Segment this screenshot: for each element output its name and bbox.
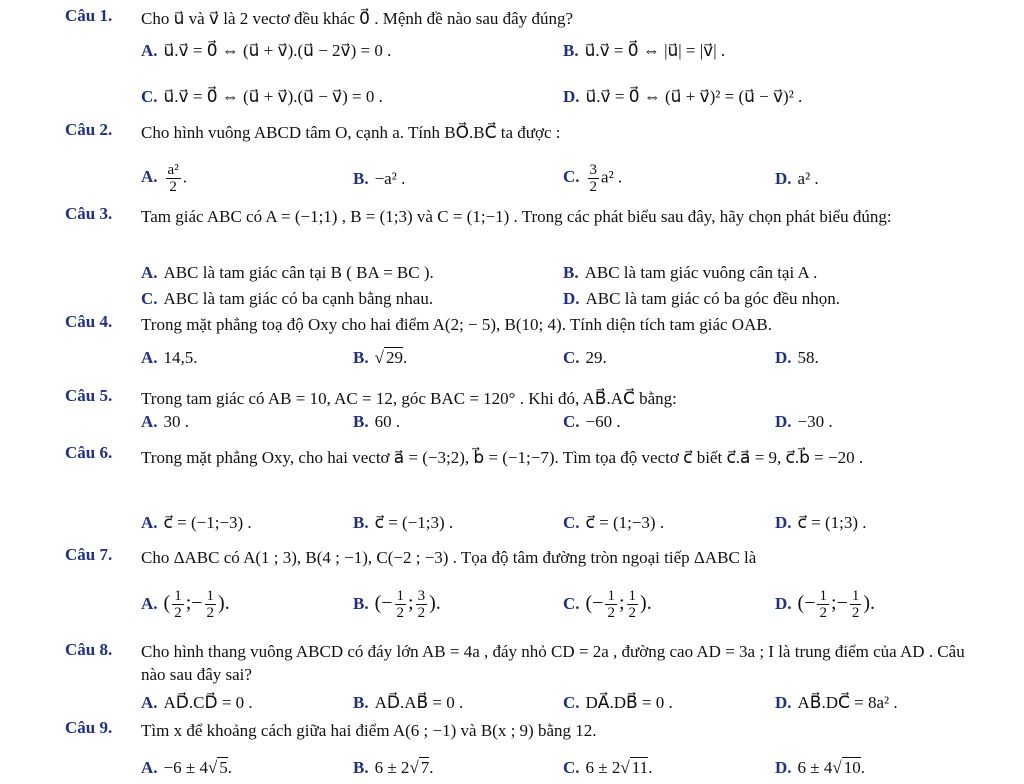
question-text: Cho u⃗ và v⃗ là 2 vectơ đều khác 0⃗ . Mệnh đề nào sau đây đúng? bbox=[141, 9, 573, 28]
option-8d: D. AB⃗.DC⃗ = 8a² . bbox=[775, 693, 898, 712]
option-6c: C. c⃗ = (1;−3) . bbox=[563, 513, 665, 532]
question-text: Cho ΔABC có A(1 ; 3), B(4 ; −1), C(−2 ; −3) . Tọa độ tâm đường tròn ngoại tiếp ΔABC là bbox=[141, 548, 757, 567]
option-1a: A. u⃗.v⃗ = 0⃗ ⇔ (u⃗ + v⃗).(u⃗ − 2v⃗) = 0 . bbox=[141, 41, 392, 60]
option-2b: B. −a² . bbox=[353, 169, 406, 188]
option-9a: A. −6 ± 4√ 5. bbox=[141, 758, 233, 777]
question-number: Câu 3. bbox=[65, 204, 113, 223]
question-text: Trong tam giác có AB = 10, AC = 12, góc BAC = 120° . Khi đó, AB⃗.AC⃗ bằng: bbox=[141, 389, 677, 408]
option-2d: D. a² . bbox=[775, 169, 819, 188]
option-5a: A. 30 . bbox=[141, 412, 190, 431]
option-1c: C. u⃗.v⃗ = 0⃗ ⇔ (u⃗ + v⃗).(u⃗ − v⃗) = 0 . bbox=[141, 87, 383, 106]
question-number: Câu 8. bbox=[65, 640, 113, 659]
question-text: Trong mặt phẳng toạ độ Oxy cho hai điểm A(2; − 5), B(10; 4). Tính diện tích tam giác OAB. bbox=[141, 315, 772, 334]
question-text: Trong mặt phẳng Oxy, cho hai vectơ a⃗ = (−3;2), b⃗ = (−1;−7). Tìm tọa độ vectơ c⃗ biết c⃗.a⃗ = 9, c⃗.b⃗ = −20 . bbox=[141, 448, 864, 467]
question-number: Câu 1. bbox=[65, 6, 113, 25]
option-4d: D. 58. bbox=[775, 348, 819, 367]
option-1b: B. u⃗.v⃗ = 0⃗ ⇔ |u⃗| = |v⃗| . bbox=[563, 41, 726, 60]
option-6a: A. c⃗ = (−1;−3) . bbox=[141, 513, 252, 532]
option-5d: D. −30 . bbox=[775, 412, 833, 431]
question-number: Câu 2. bbox=[65, 120, 113, 139]
question-number: Câu 4. bbox=[65, 312, 113, 331]
option-8b: B. AD⃗.AB⃗ = 0 . bbox=[353, 693, 464, 712]
question-text: Cho hình vuông ABCD tâm O, cạnh a. Tính BO⃗.BC⃗ ta được : bbox=[141, 123, 561, 142]
option-7a: A. ( $\frac{1}{2}$ ;− $\frac{1}{2}$ ). bbox=[141, 588, 230, 621]
option-7d: D. (− $\frac{1}{2}$ ;− $\frac{1}{2}$ ). bbox=[775, 588, 875, 621]
option-8a: A. AD⃗.CD⃗ = 0 . bbox=[141, 693, 253, 712]
question-text: Cho hình thang vuông ABCD có đáy lớn AB = 4a , đáy nhỏ CD = 2a , đường cao AD = 3a ; I là trung điểm của AD . Câu nào sau đây sai? bbox=[141, 642, 965, 684]
option-3b: B. ABC là tam giác vuông cân tại A . bbox=[563, 263, 818, 282]
option-4b: B. √ 29. bbox=[353, 348, 408, 367]
question-number: Câu 6. bbox=[65, 443, 113, 462]
option-3a: A. ABC là tam giác cân tại B ( BA = BC ). bbox=[141, 263, 434, 282]
option-9c: C. 6 ± 2√ 11. bbox=[563, 758, 653, 777]
option-4c: C. 29. bbox=[563, 348, 607, 367]
option-9b: B. 6 ± 2√ 7. bbox=[353, 758, 434, 777]
option-4a: A. 14,5. bbox=[141, 348, 198, 367]
question-text: Tìm x để khoảng cách giữa hai điểm A(6 ; −1) và B(x ; 9) bằng 12. bbox=[141, 721, 597, 740]
option-2a: A. $\frac{\text{a²}}{2}$ . bbox=[141, 162, 187, 195]
option-1d: D. u⃗.v⃗ = 0⃗ ⇔ (u⃗ + v⃗)² = (u⃗ − v⃗)² . bbox=[563, 87, 803, 106]
question-number: Câu 7. bbox=[65, 545, 113, 564]
option-3c: C. ABC là tam giác có ba cạnh bằng nhau. bbox=[141, 289, 434, 308]
option-3d: D. ABC là tam giác có ba góc đều nhọn. bbox=[563, 289, 840, 308]
option-6b: B. c⃗ = (−1;3) . bbox=[353, 513, 454, 532]
option-5b: B. 60 . bbox=[353, 412, 401, 431]
option-6d: D. c⃗ = (1;3) . bbox=[775, 513, 867, 532]
question-text: Tam giác ABC có A = (−1;1) , B = (1;3) và C = (1;−1) . Trong các phát biểu sau đây, hãy chọn phát biểu đúng: bbox=[141, 207, 892, 226]
question-number: Câu 9. bbox=[65, 718, 113, 737]
option-5c: C. −60 . bbox=[563, 412, 621, 431]
option-2c: C. $\frac{3}{2}$ a² . bbox=[563, 162, 623, 195]
question-number: Câu 5. bbox=[65, 386, 113, 405]
option-7b: B. (− $\frac{1}{2}$ ; $\frac{3}{2}$ ). bbox=[353, 588, 441, 621]
option-9d: D. 6 ± 4√ 10. bbox=[775, 758, 865, 777]
option-7c: C. (− $\frac{1}{2}$ ; $\frac{1}{2}$ ). bbox=[563, 588, 652, 621]
option-8c: C. DA⃗.DB⃗ = 0 . bbox=[563, 693, 673, 712]
